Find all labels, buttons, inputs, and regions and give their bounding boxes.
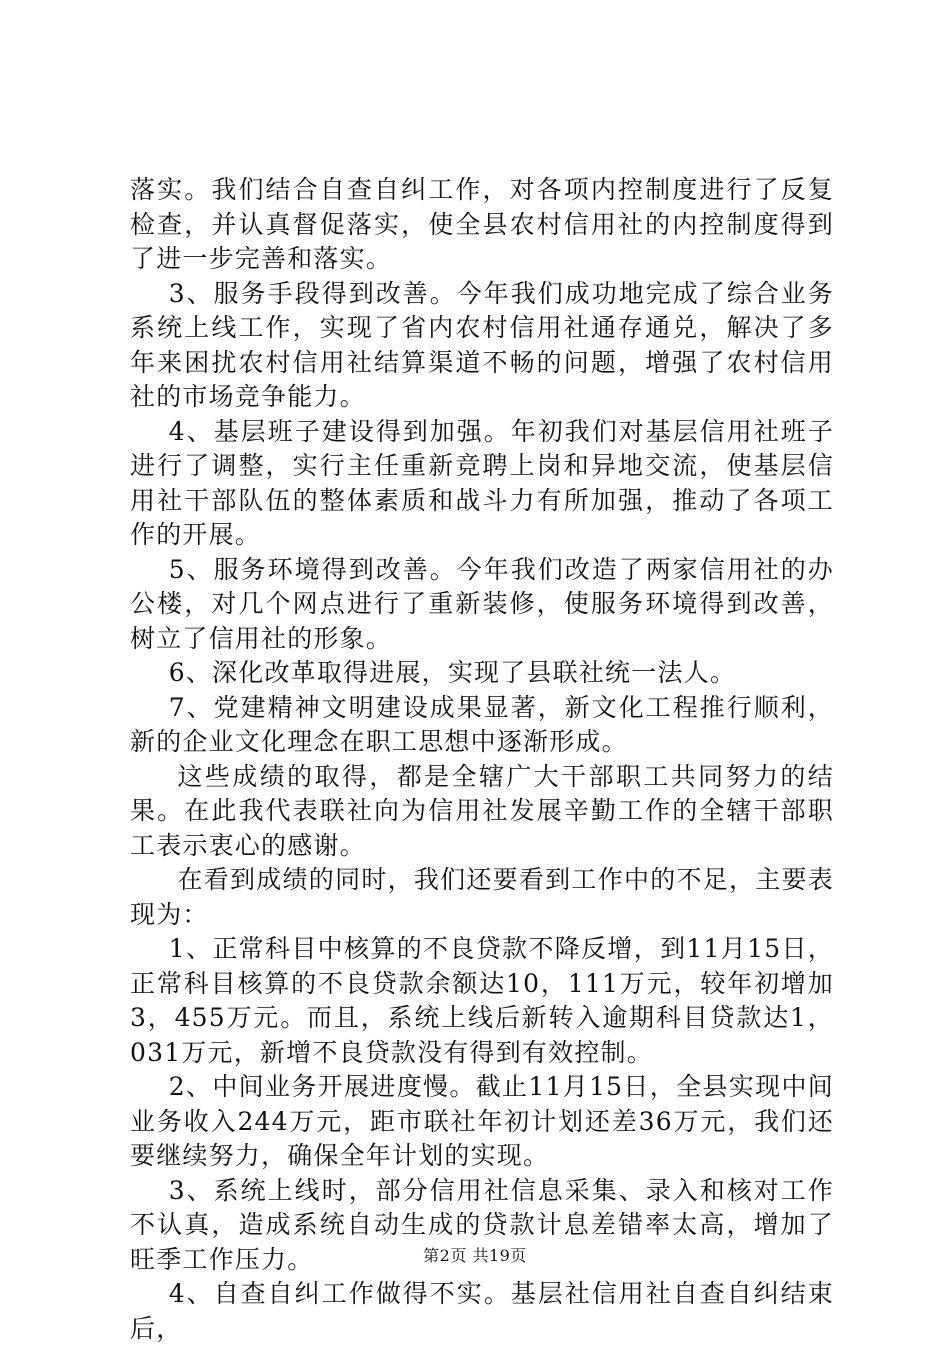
paragraph-item-3-service-means: 3、服务手段得到改善。今年我们成功地完成了综合业务系统上线工作，实现了省内农村信用社通存通兑，解决了多年来困扰农村信用社结算渠道不畅的问题，增强了农村信用社的市场竞争能力。 [130,278,834,411]
paragraph-shortcoming-2-intermediary-business: 2、中间业务开展进度慢。截止11月15日，全县实现中间业务收入244万元，距市联社年初计划还差36万元，我们还要继续努力，确保全年计划的实现。 [130,1072,834,1170]
paragraph-item-7-party-building: 7、党建精神文明建设成果显著，新文化工程推行顺利，新的企业文化理念在职工思想中逐渐形成。 [130,692,834,756]
paragraph-achievements-thanks: 这些成绩的取得，都是全辖广大干部职工共同努力的结果。在此我代表联社向为信用社发展辛勤工作的全辖干部职工表示衷心的感谢。 [130,761,834,860]
paragraph-shortcoming-4-self-inspection: 4、自查自纠工作做得不实。基层社信用社自查自纠结束后， [130,1279,834,1343]
paragraph-item-6-reform: 6、深化改革取得进展，实现了县联社统一法人。 [168,658,737,687]
page-number-footer: 第2页 共19页 [423,1246,527,1265]
document-body [130,173,834,1346]
paragraph-continuation: 落实。我们结合自查自纠工作，对各项内控制度进行了反复检查，并认真督促落实，使全县农村信用社的内控制度得到了进一步完善和落实。 [130,175,834,273]
paragraph-shortcoming-3-system-launch: 3、系统上线时，部分信用社信息采集、录入和核对工作不认真，造成系统自动生成的贷款计息差错率太高，增加了旺季工作压力。 [130,1175,834,1274]
paragraph-item-4-team-building: 4、基层班子建设得到加强。年初我们对基层信用社班子进行了调整，实行主任重新竞聘上岗和异地交流，使基层信用社干部队伍的整体素质和战斗力有所加强，推动了各项工作的开展。 [130,416,834,549]
paragraph-shortcoming-1-bad-loans: 1、正常科目中核算的不良贷款不降反增，到11月15日，正常科目核算的不良贷款余额达10，111万元，较年初增加3，455万元。而且，系统上线后新转入逾期科目贷款达1，031万元，新增不良贷款没有得到有效控制。 [130,934,834,1067]
paragraph-shortcomings-intro: 在看到成绩的同时，我们还要看到工作中的不足，主要表现为： [130,865,834,929]
paragraph-item-5-service-environment: 5、服务环境得到改善。今年我们改造了两家信用社的办公楼，对几个网点进行了重新装修，使服务环境得到改善，树立了信用社的形象。 [130,554,834,653]
